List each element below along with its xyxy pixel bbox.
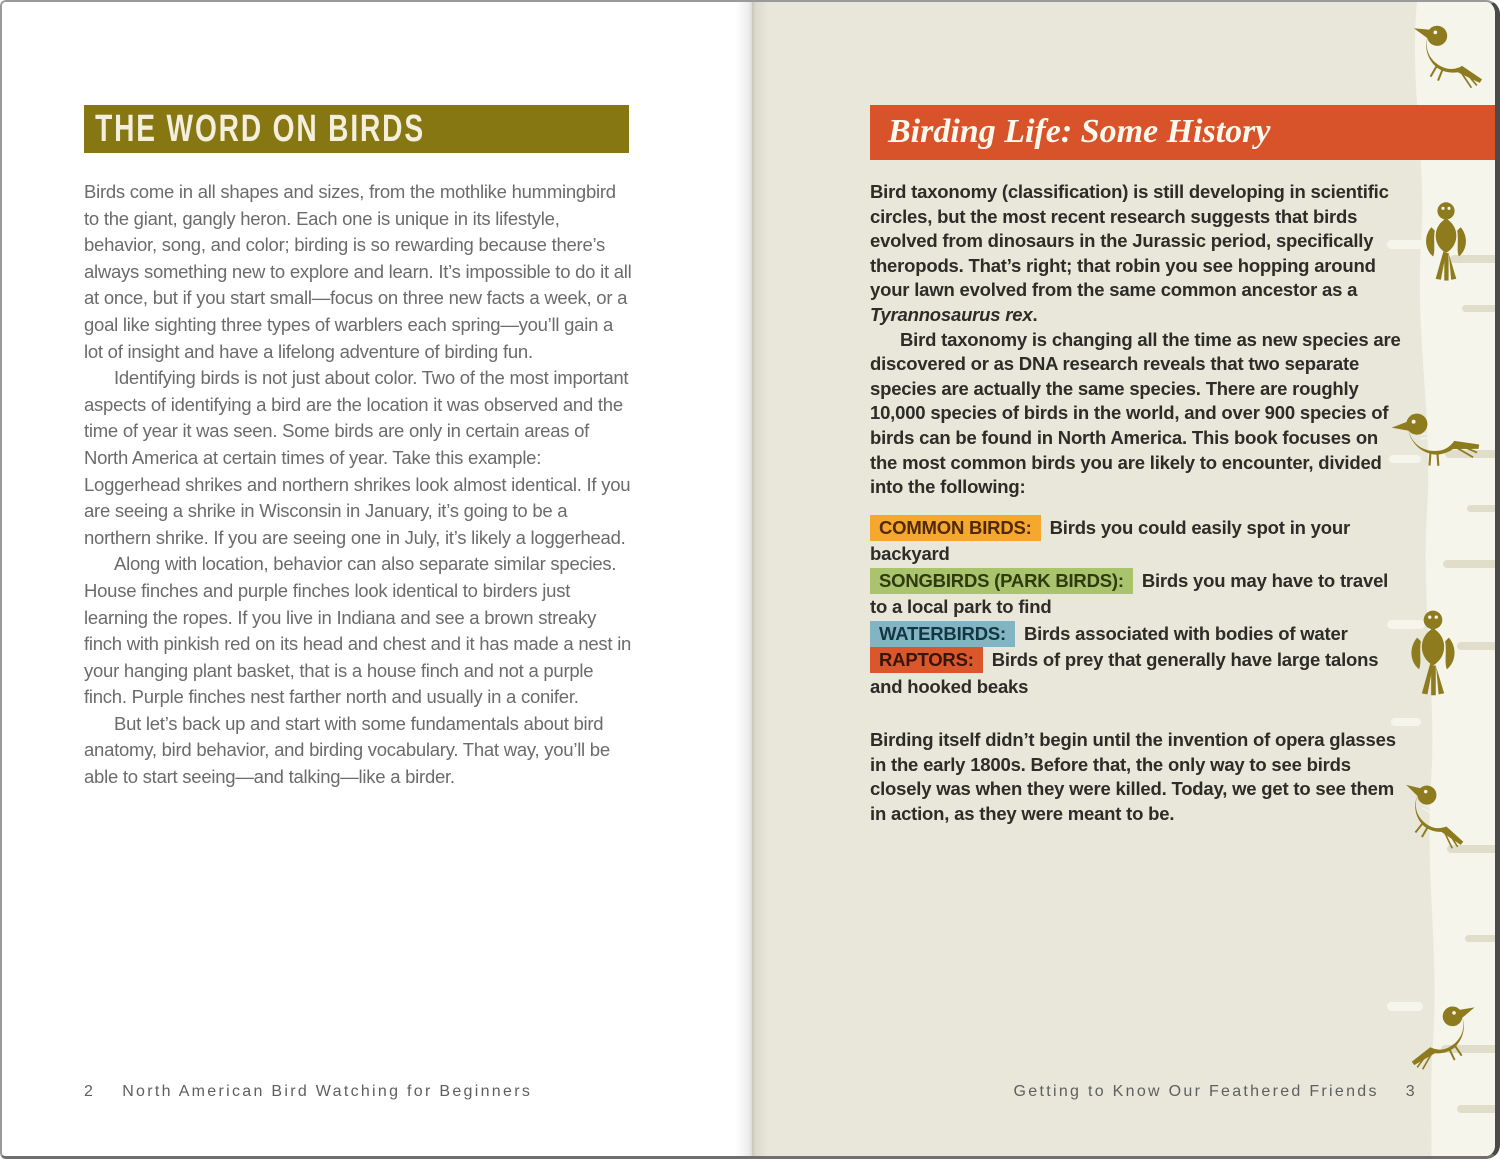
category-label: WATERBIRDS:	[870, 621, 1015, 647]
running-title: Getting to Know Our Feathered Friends	[1013, 1083, 1379, 1100]
paragraph-text: Bird taxonomy (classification) is still developing in scientific circles, but the most recent research suggests that birds evolved from dinosaurs in the Jurassic period, specifically theropods. That’s right; that robin you see hopping around your lawn evolved from the same common ancestor as a	[870, 181, 1389, 301]
page-number: 3	[1405, 1083, 1417, 1100]
paragraph: But let’s back up and start with some fundamentals about bird anatomy, bird behavior, and birding vocabulary. That way, you’ll be able to start seeing—and talking—like a birder.	[84, 712, 610, 788]
left-body-text	[84, 179, 632, 791]
running-title: North American Bird Watching for Beginners	[122, 1083, 533, 1100]
paragraph: Bird taxonomy is changing all the time as new species are discovered or as DNA research reveals that two separate species are actually the same species. There are roughly 10,000 species of birds in the world, and over 900 species of birds can be found in North America. This book focuses on the most common birds you are likely to encounter, divided into the following:	[870, 328, 1401, 498]
chapter-heading: THE WORD ON BIRDS	[95, 108, 425, 150]
category-label: SONGBIRDS (PARK BIRDS):	[870, 568, 1133, 594]
paragraph: Identifying birds is not just about color. Two of the most important aspects of identifying a bird are the location it was observed and the time of year it was seen. Some birds are only in certain areas of North America at certain times of year. Take this example: Loggerhead shrikes and northern shrikes look almost identical. If you are seeing a shrike in Wisconsin in January, it’s going to be a northern shrike. If you are seeing one in July, it’s likely a loggerhead.	[84, 367, 631, 548]
category-description: Birds associated with bodies of water	[1023, 622, 1348, 644]
category-row	[870, 621, 1404, 648]
bird-silhouette-icon	[1420, 198, 1472, 284]
right-body-text	[870, 180, 1404, 827]
category-row	[870, 515, 1404, 568]
right-footer	[1014, 1083, 1417, 1101]
species-name-italic: Tyrannosaurus rex	[870, 303, 1033, 325]
category-label: RAPTORS:	[870, 647, 983, 673]
closing-paragraph: Birding itself didn’t begin until the invention of opera glasses in the early 1800s. Before that, the only way to see birds closely was when they were killed. Today, we get to see them in action, as they were meant to be.	[870, 729, 1396, 824]
category-row	[870, 568, 1404, 621]
category-description: Birds you may have to travel to a local park to find	[870, 569, 1389, 618]
category-description: Birds of prey that generally have large talons and hooked beaks	[870, 649, 1379, 697]
section-heading: Birding Life: Some History	[888, 113, 1271, 150]
paragraph: Along with location, behavior can also separate similar species. House finches and purple finches look identical to birders just learning the ropes. If you live in Indiana and see a brown streaky finch with pinkish red on its head and chest and it has made a nest in your hanging plant basket, that is a house finch and not a purple finch. Purple finches nest farther north and usually in a conifer.	[84, 553, 632, 708]
bird-silhouette-icon	[1405, 606, 1461, 699]
category-label: COMMON BIRDS:	[870, 515, 1041, 541]
category-row	[870, 647, 1404, 700]
bird-category-list	[870, 515, 1404, 701]
left-page	[2, 2, 752, 1156]
paragraph: Birds come in all shapes and sizes, from the mothlike hummingbird to the giant, gangly heron. Each one is unique in its lifestyle, behavior, song, and color; birding is so rewarding because there’s always something new to explore and learn. It’s impossible to do it all at once, but if you start small—focus on three new facts a week, or a goal like sighting three types of warblers each spring—you’ll gain a lot of insight and have a lifelong adventure of birding fun.	[84, 181, 632, 362]
paragraph	[870, 180, 1404, 328]
left-footer	[84, 1083, 532, 1101]
chapter-heading-bar	[84, 105, 629, 153]
paragraph-text: .	[1032, 303, 1038, 325]
page-number: 2	[84, 1083, 96, 1100]
right-page	[752, 2, 1500, 1156]
category-description: Birds you could easily spot in your backyard	[870, 516, 1350, 565]
section-heading-banner	[870, 105, 1500, 160]
